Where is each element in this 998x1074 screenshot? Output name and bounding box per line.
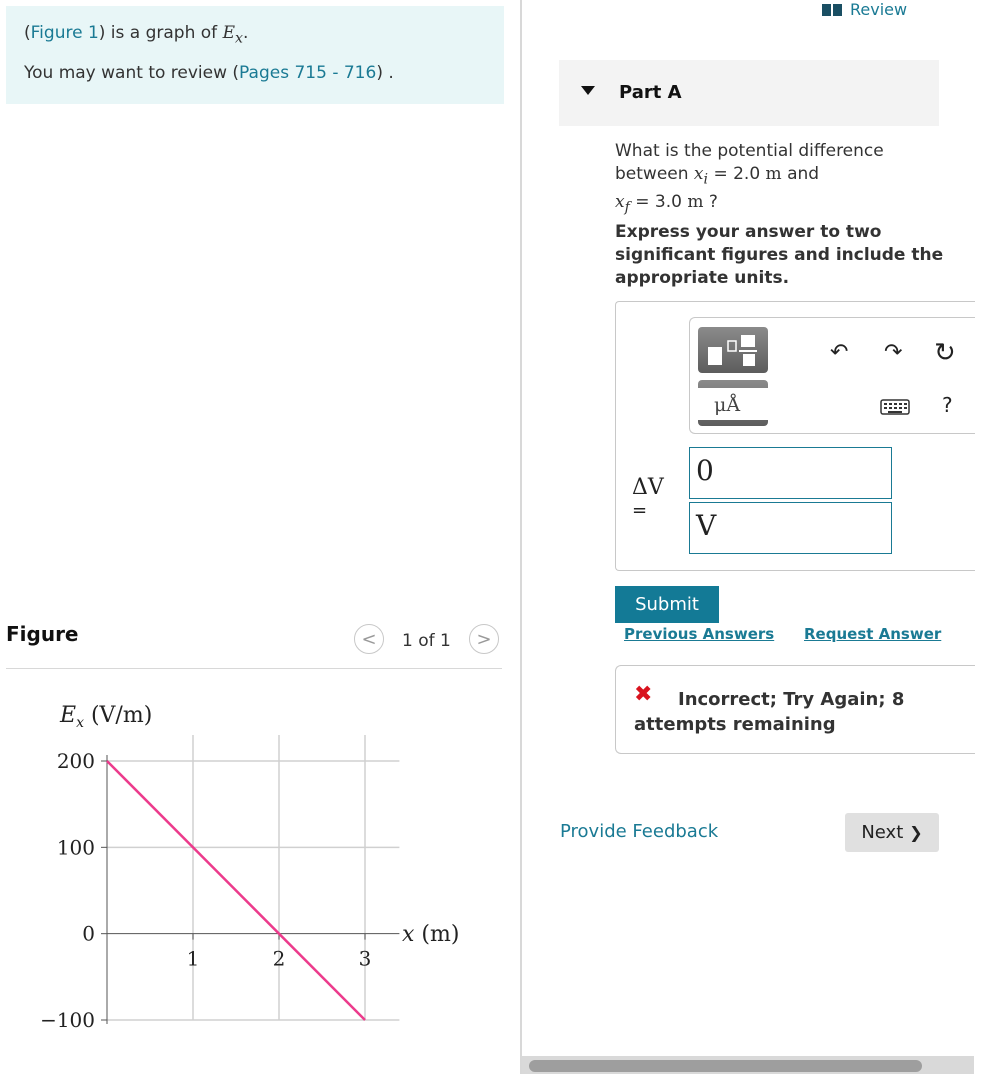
previous-figure-button[interactable]: [354, 624, 384, 654]
equals-sign: =: [632, 500, 648, 521]
x-tick-label: 1: [186, 946, 200, 971]
previous-answers-link[interactable]: Previous Answers: [624, 625, 775, 643]
provide-feedback-link[interactable]: Provide Feedback: [560, 821, 719, 842]
scrollbar-thumb[interactable]: [529, 1060, 922, 1072]
figure-title: Figure: [6, 622, 79, 646]
figure-counter: 1 of 1: [402, 631, 451, 651]
figure-link[interactable]: Figure 1: [30, 23, 99, 43]
units-icon: μÅ: [714, 394, 741, 416]
chevron-right-icon: >: [476, 628, 492, 650]
next-figure-button[interactable]: [469, 624, 499, 654]
incorrect-x-icon: ✖: [634, 682, 653, 707]
x-tick-label: 3: [358, 946, 372, 971]
next-button[interactable]: Next ❯: [845, 813, 939, 852]
y-axis-label: $E_x$ (V/m): [60, 703, 153, 731]
unit-input[interactable]: V: [689, 502, 892, 554]
figure-reference-text: (Figure 1) is a graph of $E_x$.: [24, 23, 249, 47]
help-icon[interactable]: ?: [942, 393, 953, 417]
units-button[interactable]: [698, 380, 768, 426]
chevron-left-icon: <: [361, 628, 377, 650]
y-tick-label: 200: [56, 749, 95, 773]
delta-v-label: ΔV: [632, 475, 664, 500]
collapse-triangle-icon[interactable]: [581, 86, 595, 95]
ex-graph: [0, 690, 500, 1040]
y-tick-label: 0: [82, 921, 95, 946]
pages-link[interactable]: Pages 715 - 716: [239, 63, 377, 83]
keyboard-icon[interactable]: [880, 398, 910, 416]
feedback-box: [615, 665, 975, 754]
undo-icon[interactable]: ↶: [830, 340, 849, 365]
submit-button[interactable]: Submit: [615, 586, 719, 623]
ex-line: [107, 761, 365, 1020]
review-pages-text: You may want to review (Pages 715 - 716) .: [24, 63, 394, 83]
answer-instructions: Express your answer to two significant figures and include the appropriate units.: [615, 222, 944, 288]
review-link[interactable]: Review: [822, 0, 907, 19]
chevron-right-icon: ❯: [909, 823, 923, 842]
book-icon: [822, 3, 842, 17]
value-input[interactable]: 0: [689, 447, 892, 499]
data-series: [107, 761, 365, 1020]
math-toolbar: [689, 317, 975, 434]
part-a-header[interactable]: [559, 60, 939, 126]
tick-labels: [40, 749, 371, 1032]
x-axis-label: x (m): [402, 922, 460, 947]
y-tick-label: 100: [56, 835, 95, 860]
feedback-message: Incorrect; Try Again; 8 attempts remaining: [634, 689, 905, 735]
fraction-template-icon: [698, 327, 768, 373]
panel-divider[interactable]: [520, 0, 522, 1074]
templates-button[interactable]: [698, 327, 768, 373]
ex-variable: $E_x$: [222, 23, 243, 47]
redo-icon[interactable]: ↷: [884, 340, 903, 365]
part-label: Part A: [619, 82, 682, 103]
question-text: What is the potential difference between $x_i = 2.0$ m and $x_f = 3.0$ m ?: [615, 141, 884, 216]
y-tick-label: −100: [40, 1008, 95, 1032]
axes: [101, 755, 399, 1024]
figure-divider: [6, 668, 502, 669]
reset-icon[interactable]: ↻: [934, 338, 956, 368]
info-panel: [6, 6, 504, 104]
request-answer-link[interactable]: Request Answer: [804, 625, 942, 643]
x-tick-label: 2: [272, 946, 286, 971]
grid-lines: [107, 735, 399, 1020]
